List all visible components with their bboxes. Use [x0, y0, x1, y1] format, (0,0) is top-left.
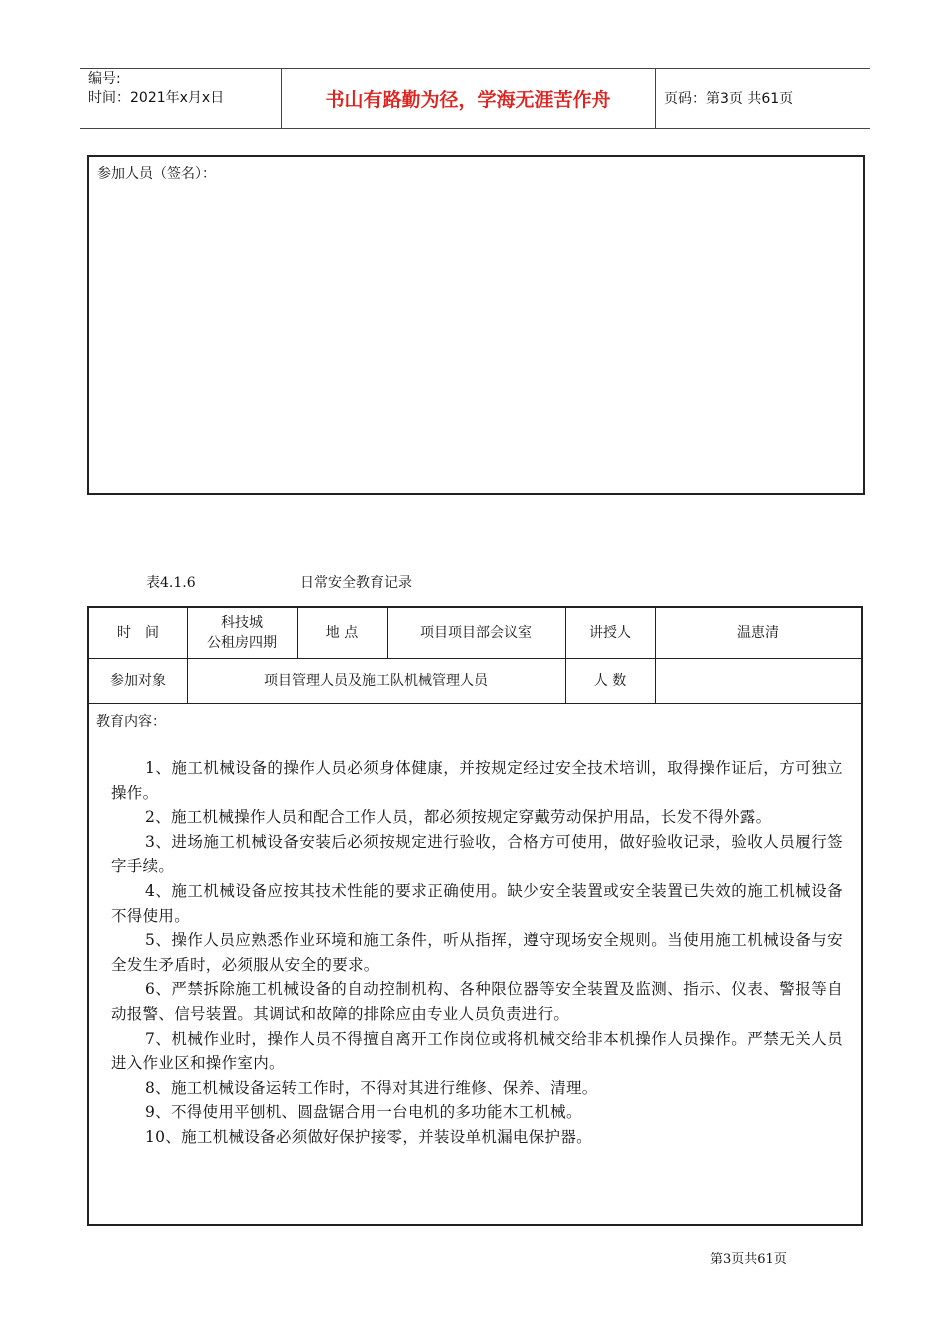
lecturer-label: 讲授人	[589, 625, 631, 641]
motto: 书山有路勤为径，学海无涯苦作舟	[325, 88, 611, 111]
header-divider	[655, 68, 656, 128]
time-label: 时 间	[117, 625, 159, 641]
content-item: 1、施工机械设备的操作人员必须身体健康，并按规定经过安全技术培训，取得操作证后，方可独立操作。	[111, 759, 843, 802]
table-title: 日常安全教育记录	[300, 575, 412, 591]
header-meta	[88, 70, 224, 108]
content-item: 7、机械作业时，操作人员不得擅自离开工作岗位或将机械交给非本机操作人员操作。严禁无关人员进入作业区和操作室内。	[111, 1029, 843, 1073]
content-item: 4、施工机械设备应按其技术性能的要求正确使用。缺少安全装置或安全装置已失效的施工机械设备不得使用。	[111, 881, 843, 925]
content-item: 9、不得使用平刨机、圆盘锯合用一台电机的多功能木工机械。	[145, 1103, 582, 1122]
content-list	[111, 756, 843, 1150]
header-bottom-rule	[80, 128, 870, 129]
place-label: 地 点	[325, 625, 359, 641]
signature-box	[87, 155, 865, 495]
count-label: 人 数	[593, 672, 627, 689]
place-value: 项目项目部会议室	[420, 625, 532, 641]
date-label: 时间：2021年x月x日	[88, 90, 225, 106]
content-label: 教育内容：	[96, 714, 166, 730]
count-value	[655, 658, 861, 703]
time-value-line2: 公租房四期	[207, 635, 277, 651]
audience-label: 参加对象	[110, 672, 166, 689]
content-item: 5、操作人员应熟悉作业环境和施工条件，听从指挥，遵守现场安全规则。当使用施工机械设备与安全发生矛盾时，必须服从安全的要求。	[111, 931, 843, 974]
education-record-table	[87, 606, 863, 1226]
footer-page-info: 第3页共61页	[710, 1252, 787, 1267]
table-number: 表4.1.6	[146, 575, 196, 591]
content-item: 2、施工机械操作人员和配合工作人员，都必须按规定穿戴劳动保护用品，长发不得外露。	[145, 808, 772, 827]
number-label: 编号:	[88, 71, 121, 87]
time-value	[187, 608, 297, 658]
row-divider	[89, 703, 861, 704]
content-item: 6、严禁拆除施工机械设备的自动控制机构、各种限位器等安全装置及监测、指示、仪表、警报等自动报警、信号装置。其调试和故障的排除应由专业人员负责进行。	[111, 980, 843, 1023]
content-item: 10、施工机械设备必须做好保护接零，并装设单机漏电保护器。	[145, 1127, 592, 1146]
audience-value: 项目管理人员及施工队机械管理人员	[264, 672, 488, 689]
header-page-info: 页码：第3页 共61页	[664, 91, 794, 107]
content-item: 8、施工机械设备运转工作时，不得对其进行维修、保养、清理。	[145, 1078, 598, 1097]
lecturer-value: 温恵清	[737, 625, 779, 641]
content-item: 3、进场施工机械设备安装后必须按规定进行验收，合格方可使用，做好验收记录，验收人员履行签字手续。	[111, 832, 843, 876]
time-value-line1: 科技城	[221, 615, 263, 631]
signature-label: 参加人员（签名）：	[97, 166, 216, 182]
